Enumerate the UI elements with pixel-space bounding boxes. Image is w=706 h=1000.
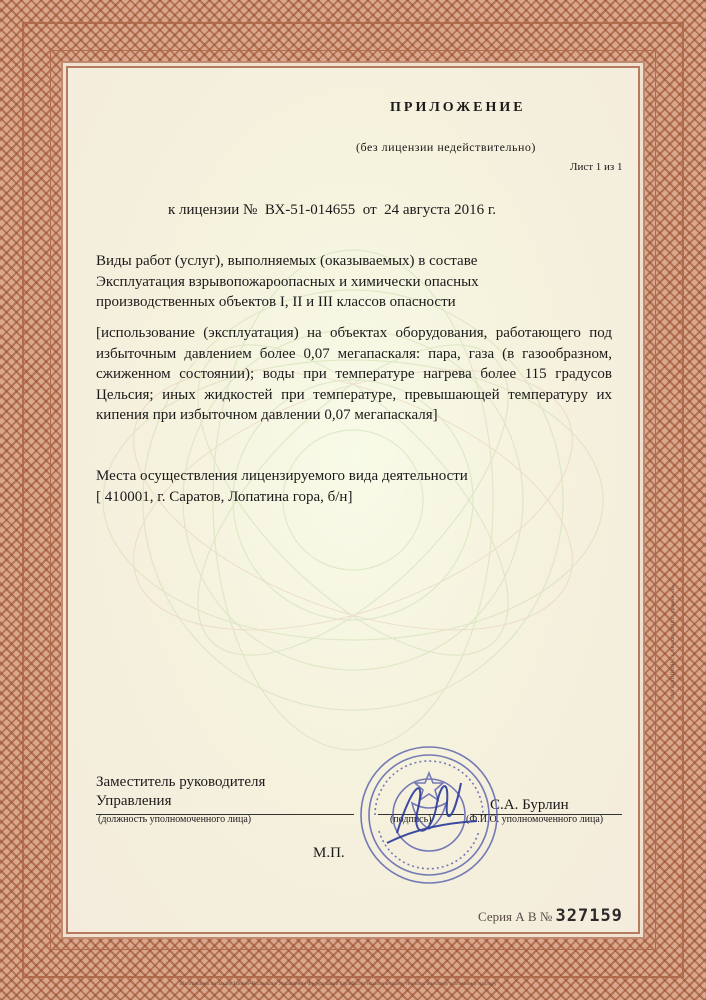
printer-side-note: ЗАО «ОПЦИОН», г. Москва, 2016 г., уровень «Б» xyxy=(670,584,676,700)
work-kinds-heading xyxy=(96,251,612,313)
signer-position xyxy=(96,773,265,811)
license-reference xyxy=(168,202,496,219)
license-from: от xyxy=(362,202,377,218)
signer-position-line: Заместитель руководителя xyxy=(96,774,266,790)
license-prefix: к лицензии № xyxy=(168,202,258,218)
signer-name: С.А. Бурлин xyxy=(490,797,569,813)
official-stamp-seal xyxy=(357,743,501,887)
printer-note: Изготовлено по заказу Нижне-Волжского Управления Федеральной службы по экологическому, технологическому и атомному надзору xyxy=(180,981,497,987)
name-caption: (Ф.И.О. уполномоченного лица) xyxy=(466,814,604,825)
activity-place xyxy=(96,466,612,507)
series-number: 327159 xyxy=(555,906,623,926)
position-caption: (должность уполномоченного лица) xyxy=(98,814,252,825)
seal-place-label: М.П. xyxy=(313,845,345,861)
work-kinds-line: Эксплуатация взрывопожароопасных и химически опасных xyxy=(96,273,479,290)
series-label: Серия А В № xyxy=(478,909,553,924)
signature-caption: (подпись) xyxy=(390,814,432,825)
work-details-paragraph: [использование (эксплуатация) на объектах оборудования, работающего под избыточным давлением более 0,07 мегапаскаля: пара, газа (в газообразном, сжиженном состоянии); воды при температуре нагрева более 115 градусов Цельсия; иных жидкостей при температуре, превышающей температуру их кипения при избыточном давлении 0,07 мегапаскаля] xyxy=(96,325,612,424)
license-date: 24 августа 2016 г. xyxy=(384,202,497,218)
appendix-title: ПРИЛОЖЕНИЕ xyxy=(390,100,526,115)
activity-place-label: Места осуществления лицензируемого вида деятельности xyxy=(96,468,468,484)
activity-place-address: [ 410001, г. Саратов, Лопатина гора, б/н] xyxy=(96,488,353,505)
sheet-number: Лист 1 из 1 xyxy=(570,161,623,173)
appendix-subtitle: (без лицензии недействительно) xyxy=(356,140,536,154)
work-kinds-line: Виды работ (услуг), выполняемых (оказываемых) в составе xyxy=(96,253,478,269)
license-number: ВХ-51-014655 xyxy=(264,202,356,218)
signer-position-line: Управления xyxy=(96,793,172,809)
work-kinds-line: производственных объектов I, II и III классов опасности xyxy=(96,294,456,311)
form-series xyxy=(478,906,623,926)
